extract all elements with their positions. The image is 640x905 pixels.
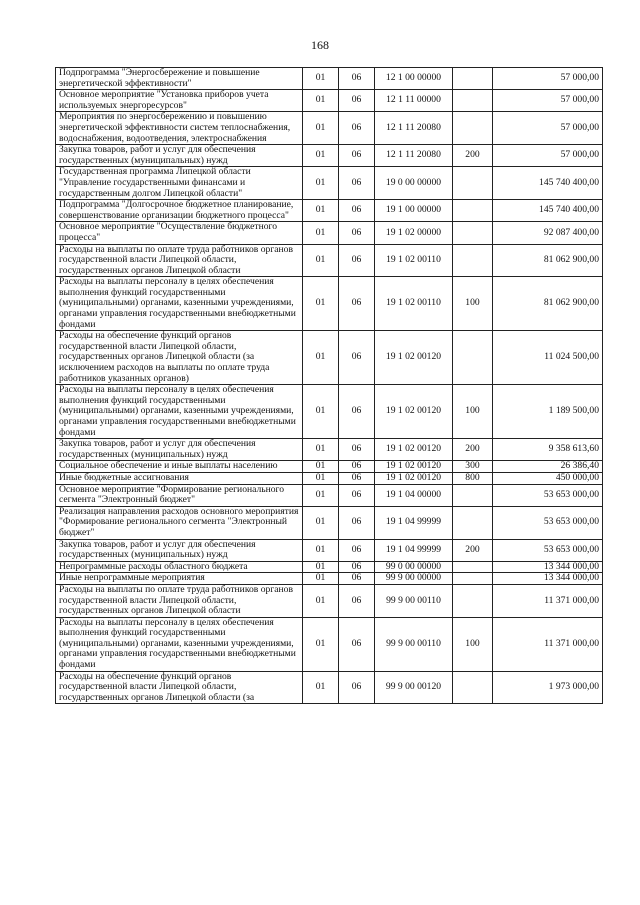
cell-subsection: 06 <box>339 222 375 244</box>
cell-amount: 81 062 900,00 <box>493 244 603 277</box>
cell-section: 01 <box>303 222 339 244</box>
cell-section: 01 <box>303 277 339 331</box>
table-row <box>56 331 603 385</box>
cell-section: 01 <box>303 385 339 439</box>
cell-name: Основное мероприятие "Формирование регионального сегмента "Электронный бюджет" <box>56 484 303 506</box>
cell-amount: 81 062 900,00 <box>493 277 603 331</box>
cell-subsection: 06 <box>339 244 375 277</box>
cell-name: Расходы на выплаты по оплате труда работников органов государственной власти Липецкой области, государственных органов Липецкой области <box>56 584 303 617</box>
cell-expense-type: 200 <box>453 539 493 561</box>
cell-target-article: 19 0 00 00000 <box>375 167 453 200</box>
cell-name: Расходы на выплаты персоналу в целях обеспечения выполнения функций государственными (муниципальными) органами, казенными учреждениями, органами управления государственными внебюджетными фондами <box>56 617 303 671</box>
cell-name: Закупка товаров, работ и услуг для обеспечения государственных (муниципальных) нужд <box>56 539 303 561</box>
cell-target-article: 99 0 00 00000 <box>375 561 453 573</box>
table-row <box>56 90 603 112</box>
cell-target-article: 99 9 00 00000 <box>375 573 453 585</box>
cell-name: Реализация направления расходов основного мероприятия "Формирование регионального сегмента "Электронный бюджет" <box>56 506 303 539</box>
cell-target-article: 99 9 00 00110 <box>375 617 453 671</box>
cell-name: Иные непрограммные мероприятия <box>56 573 303 585</box>
cell-name: Подпрограмма "Долгосрочное бюджетное планирование, совершенствование организации бюджетного процесса" <box>56 200 303 222</box>
cell-section: 01 <box>303 90 339 112</box>
cell-expense-type <box>453 167 493 200</box>
cell-target-article: 19 1 00 00000 <box>375 200 453 222</box>
cell-expense-type <box>453 222 493 244</box>
cell-expense-type <box>453 331 493 385</box>
table-row <box>56 244 603 277</box>
cell-section: 01 <box>303 671 339 704</box>
cell-section: 01 <box>303 244 339 277</box>
cell-target-article: 12 1 11 20080 <box>375 145 453 167</box>
cell-name: Основное мероприятие "Установка приборов учета используемых энергоресурсов" <box>56 90 303 112</box>
cell-expense-type: 100 <box>453 385 493 439</box>
cell-section: 01 <box>303 68 339 90</box>
cell-section: 01 <box>303 461 339 473</box>
cell-expense-type <box>453 506 493 539</box>
table-row <box>56 112 603 145</box>
cell-expense-type <box>453 244 493 277</box>
cell-target-article: 12 1 11 00000 <box>375 90 453 112</box>
cell-section: 01 <box>303 439 339 461</box>
cell-target-article: 12 1 00 00000 <box>375 68 453 90</box>
budget-table <box>55 67 603 704</box>
cell-subsection: 06 <box>339 385 375 439</box>
cell-expense-type: 100 <box>453 277 493 331</box>
table-row <box>56 573 603 585</box>
cell-subsection: 06 <box>339 90 375 112</box>
cell-expense-type <box>453 200 493 222</box>
cell-subsection: 06 <box>339 461 375 473</box>
cell-subsection: 06 <box>339 561 375 573</box>
cell-name: Основное мероприятие "Осуществление бюджетного процесса" <box>56 222 303 244</box>
cell-amount: 53 653 000,00 <box>493 484 603 506</box>
cell-amount: 53 653 000,00 <box>493 539 603 561</box>
cell-section: 01 <box>303 472 339 484</box>
cell-subsection: 06 <box>339 331 375 385</box>
cell-target-article: 19 1 02 00120 <box>375 331 453 385</box>
cell-target-article: 19 1 04 00000 <box>375 484 453 506</box>
cell-target-article: 19 1 02 00110 <box>375 244 453 277</box>
cell-subsection: 06 <box>339 584 375 617</box>
cell-target-article: 19 1 02 00120 <box>375 439 453 461</box>
cell-name: Расходы на выплаты по оплате труда работников органов государственной власти Липецкой области, государственных органов Липецкой области <box>56 244 303 277</box>
cell-section: 01 <box>303 145 339 167</box>
cell-target-article: 12 1 11 20080 <box>375 112 453 145</box>
cell-expense-type <box>453 112 493 145</box>
cell-amount: 57 000,00 <box>493 145 603 167</box>
table-row <box>56 145 603 167</box>
cell-name: Закупка товаров, работ и услуг для обеспечения государственных (муниципальных) нужд <box>56 439 303 461</box>
table-row <box>56 584 603 617</box>
table-row <box>56 506 603 539</box>
budget-table-body <box>56 68 603 704</box>
cell-amount: 92 087 400,00 <box>493 222 603 244</box>
cell-expense-type: 800 <box>453 472 493 484</box>
table-row <box>56 68 603 90</box>
cell-amount: 145 740 400,00 <box>493 167 603 200</box>
cell-subsection: 06 <box>339 484 375 506</box>
cell-name: Закупка товаров, работ и услуг для обеспечения государственных (муниципальных) нужд <box>56 145 303 167</box>
table-row <box>56 461 603 473</box>
cell-amount: 57 000,00 <box>493 90 603 112</box>
cell-subsection: 06 <box>339 112 375 145</box>
cell-expense-type <box>453 68 493 90</box>
cell-name: Непрограммные расходы областного бюджета <box>56 561 303 573</box>
cell-subsection: 06 <box>339 439 375 461</box>
cell-expense-type <box>453 573 493 585</box>
cell-target-article: 99 9 00 00110 <box>375 584 453 617</box>
cell-name: Расходы на выплаты персоналу в целях обеспечения выполнения функций государственными (муниципальными) органами, казенными учреждениями, органами управления государственными внебюджетными фондами <box>56 385 303 439</box>
cell-expense-type <box>453 484 493 506</box>
table-row <box>56 472 603 484</box>
cell-expense-type: 200 <box>453 439 493 461</box>
cell-section: 01 <box>303 506 339 539</box>
cell-expense-type: 100 <box>453 617 493 671</box>
cell-amount: 11 371 000,00 <box>493 617 603 671</box>
table-row <box>56 671 603 704</box>
cell-name: Расходы на обеспечение функций органов государственной власти Липецкой области, государственных органов Липецкой области (за исключением расходов на выплаты по оплате труда работников указанных органов) <box>56 331 303 385</box>
cell-amount: 1 189 500,00 <box>493 385 603 439</box>
cell-name: Социальное обеспечение и иные выплаты населению <box>56 461 303 473</box>
cell-name: Мероприятия по энергосбережению и повышению энергетической эффективности систем теплоснабжения, водоснабжения, водоотведения, электроснабжения <box>56 112 303 145</box>
cell-expense-type: 200 <box>453 145 493 167</box>
cell-amount: 53 653 000,00 <box>493 506 603 539</box>
cell-amount: 57 000,00 <box>493 68 603 90</box>
cell-expense-type <box>453 90 493 112</box>
cell-subsection: 06 <box>339 573 375 585</box>
cell-section: 01 <box>303 573 339 585</box>
cell-subsection: 06 <box>339 506 375 539</box>
table-row <box>56 617 603 671</box>
cell-name: Государственная программа Липецкой области "Управление государственными финансами и государственным долгом Липецкой области" <box>56 167 303 200</box>
cell-amount: 450 000,00 <box>493 472 603 484</box>
cell-target-article: 19 1 02 00120 <box>375 385 453 439</box>
cell-target-article: 19 1 04 99999 <box>375 506 453 539</box>
cell-subsection: 06 <box>339 167 375 200</box>
cell-expense-type <box>453 561 493 573</box>
table-row <box>56 439 603 461</box>
cell-subsection: 06 <box>339 277 375 331</box>
table-row <box>56 200 603 222</box>
table-row <box>56 561 603 573</box>
cell-amount: 9 358 613,60 <box>493 439 603 461</box>
cell-amount: 57 000,00 <box>493 112 603 145</box>
cell-name: Расходы на выплаты персоналу в целях обеспечения выполнения функций государственными (муниципальными) органами, казенными учреждениями, органами управления государственными внебюджетными фондами <box>56 277 303 331</box>
cell-subsection: 06 <box>339 200 375 222</box>
table-row <box>56 539 603 561</box>
cell-target-article: 99 9 00 00120 <box>375 671 453 704</box>
cell-name: Расходы на обеспечение функций органов государственной власти Липецкой области, государственных органов Липецкой области (за <box>56 671 303 704</box>
cell-subsection: 06 <box>339 68 375 90</box>
cell-amount: 11 024 500,00 <box>493 331 603 385</box>
cell-amount: 13 344 000,00 <box>493 573 603 585</box>
cell-amount: 13 344 000,00 <box>493 561 603 573</box>
cell-name: Иные бюджетные ассигнования <box>56 472 303 484</box>
cell-expense-type <box>453 584 493 617</box>
cell-section: 01 <box>303 617 339 671</box>
cell-amount: 145 740 400,00 <box>493 200 603 222</box>
cell-amount: 1 973 000,00 <box>493 671 603 704</box>
cell-subsection: 06 <box>339 671 375 704</box>
cell-expense-type: 300 <box>453 461 493 473</box>
cell-subsection: 06 <box>339 145 375 167</box>
cell-target-article: 19 1 02 00120 <box>375 472 453 484</box>
cell-name: Подпрограмма "Энергосбережение и повышение энергетической эффективности" <box>56 68 303 90</box>
cell-target-article: 19 1 02 00110 <box>375 277 453 331</box>
cell-section: 01 <box>303 167 339 200</box>
table-row <box>56 277 603 331</box>
cell-subsection: 06 <box>339 617 375 671</box>
cell-subsection: 06 <box>339 472 375 484</box>
cell-expense-type <box>453 671 493 704</box>
cell-section: 01 <box>303 584 339 617</box>
cell-section: 01 <box>303 539 339 561</box>
cell-section: 01 <box>303 112 339 145</box>
table-row <box>56 484 603 506</box>
cell-section: 01 <box>303 331 339 385</box>
page-number: 168 <box>311 38 329 52</box>
cell-section: 01 <box>303 484 339 506</box>
cell-amount: 26 386,40 <box>493 461 603 473</box>
cell-target-article: 19 1 02 00120 <box>375 461 453 473</box>
cell-amount: 11 371 000,00 <box>493 584 603 617</box>
cell-subsection: 06 <box>339 539 375 561</box>
cell-target-article: 19 1 02 00000 <box>375 222 453 244</box>
cell-section: 01 <box>303 200 339 222</box>
cell-target-article: 19 1 04 99999 <box>375 539 453 561</box>
cell-section: 01 <box>303 561 339 573</box>
table-row <box>56 222 603 244</box>
table-row <box>56 167 603 200</box>
table-row <box>56 385 603 439</box>
